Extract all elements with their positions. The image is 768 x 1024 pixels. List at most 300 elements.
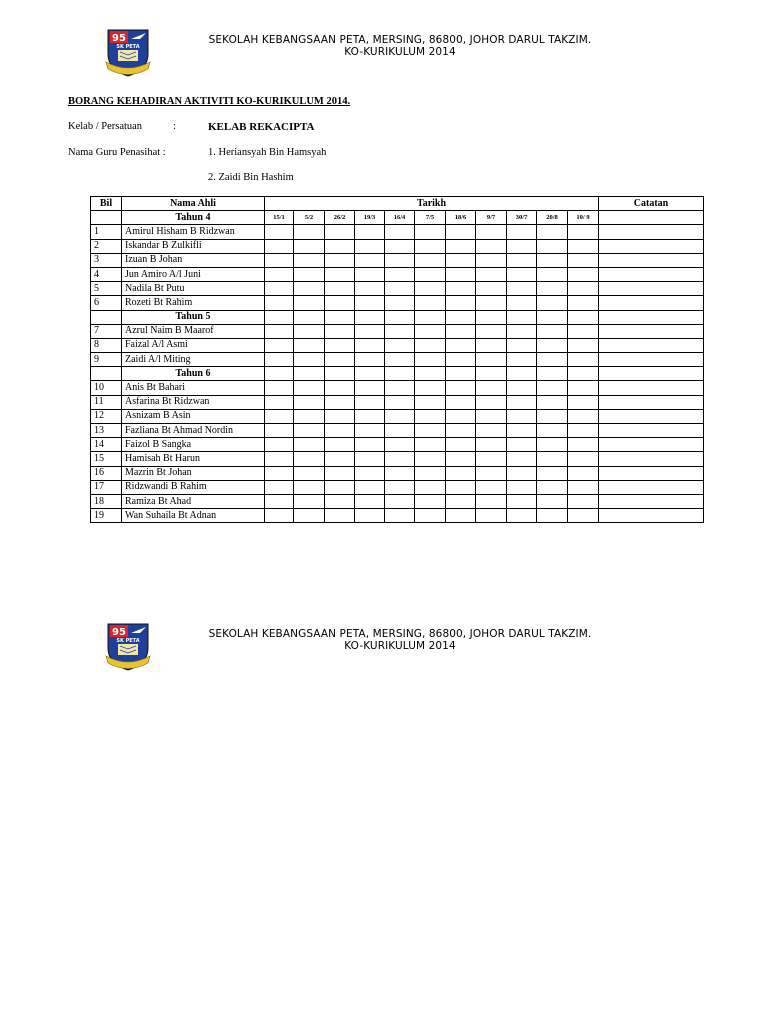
attendance-cell [476, 480, 507, 494]
member-name: Asnizam B Asin [122, 409, 265, 423]
attendance-cell [507, 395, 537, 409]
attendance-cell [265, 310, 294, 324]
attendance-cell [415, 282, 446, 296]
catatan-cell [599, 409, 704, 423]
attendance-cell [476, 225, 507, 239]
catatan-cell [599, 282, 704, 296]
attendance-cell [476, 353, 507, 367]
table-row [91, 225, 704, 239]
table-row [91, 353, 704, 367]
catatan-cell [599, 494, 704, 508]
attendance-cell [415, 353, 446, 367]
school-logo [104, 622, 152, 672]
attendance-cell [294, 424, 325, 438]
catatan-cell [599, 310, 704, 324]
attendance-cell [507, 466, 537, 480]
attendance-cell [385, 296, 415, 310]
attendance-cell [355, 395, 385, 409]
attendance-cell [476, 438, 507, 452]
member-name: Izuan B Johan [122, 253, 265, 267]
member-name: Hamisah Bt Harun [122, 452, 265, 466]
member-name: Faizal A/l Asmi [122, 338, 265, 352]
attendance-cell [265, 509, 294, 523]
member-name: Ridzwandi B Rahim [122, 480, 265, 494]
attendance-cell [385, 381, 415, 395]
attendance-cell [476, 424, 507, 438]
catatan-cell [599, 296, 704, 310]
attendance-cell [294, 480, 325, 494]
attendance-cell [355, 381, 385, 395]
attendance-cell [294, 324, 325, 338]
attendance-cell [537, 367, 568, 381]
attendance-cell [265, 338, 294, 352]
bil-cell: 7 [91, 324, 122, 338]
attendance-cell [476, 452, 507, 466]
attendance-cell [415, 466, 446, 480]
teacher-2: 2. Zaidi Bin Hashim [208, 172, 294, 183]
attendance-cell [446, 225, 476, 239]
attendance-cell [507, 438, 537, 452]
date-header: 7/5 [415, 211, 446, 225]
attendance-cell [476, 310, 507, 324]
catatan-cell [599, 452, 704, 466]
attendance-cell [568, 395, 599, 409]
attendance-cell [507, 253, 537, 267]
attendance-cell [325, 310, 355, 324]
attendance-cell [294, 239, 325, 253]
table-row [91, 424, 704, 438]
attendance-cell [415, 381, 446, 395]
attendance-cell [537, 267, 568, 281]
member-name: Iskandar B Zulkifli [122, 239, 265, 253]
attendance-cell [385, 494, 415, 508]
attendance-cell [415, 253, 446, 267]
attendance-cell [265, 466, 294, 480]
attendance-cell [385, 310, 415, 324]
attendance-cell [355, 225, 385, 239]
attendance-cell [325, 494, 355, 508]
attendance-cell [265, 324, 294, 338]
table-row [91, 239, 704, 253]
attendance-cell [265, 239, 294, 253]
attendance-cell [325, 353, 355, 367]
bil-cell [91, 211, 122, 225]
attendance-cell [355, 438, 385, 452]
attendance-cell [537, 324, 568, 338]
attendance-cell [265, 267, 294, 281]
attendance-cell [265, 452, 294, 466]
club-colon: : [173, 121, 176, 132]
attendance-cell [325, 452, 355, 466]
attendance-cell [294, 452, 325, 466]
attendance-cell [568, 381, 599, 395]
attendance-cell [537, 509, 568, 523]
attendance-cell [446, 367, 476, 381]
section-row [91, 367, 704, 381]
attendance-cell [568, 438, 599, 452]
table-row [91, 409, 704, 423]
attendance-cell [446, 509, 476, 523]
attendance-cell [325, 438, 355, 452]
section-label: Tahun 6 [122, 367, 265, 381]
attendance-cell [476, 381, 507, 395]
attendance-cell [507, 509, 537, 523]
table-row [91, 438, 704, 452]
school-logo [104, 28, 152, 78]
attendance-cell [476, 367, 507, 381]
attendance-cell [507, 225, 537, 239]
attendance-cell [446, 438, 476, 452]
date-header: 18/6 [446, 211, 476, 225]
attendance-cell [415, 409, 446, 423]
attendance-cell [446, 480, 476, 494]
attendance-cell [265, 282, 294, 296]
catatan-cell [599, 211, 704, 225]
teacher-1: 1. Heriansyah Bin Hamsyah [208, 147, 327, 158]
date-header: 5/2 [294, 211, 325, 225]
date-header: 26/2 [325, 211, 355, 225]
attendance-cell [294, 353, 325, 367]
table-row [91, 338, 704, 352]
attendance-cell [415, 438, 446, 452]
attendance-cell [385, 367, 415, 381]
attendance-cell [355, 239, 385, 253]
attendance-cell [294, 409, 325, 423]
member-name: Fazliana Bt Ahmad Nordin [122, 424, 265, 438]
catatan-cell [599, 338, 704, 352]
attendance-cell [415, 338, 446, 352]
catatan-cell [599, 353, 704, 367]
attendance-cell [294, 296, 325, 310]
attendance-cell [537, 225, 568, 239]
bil-cell: 3 [91, 253, 122, 267]
attendance-cell [355, 409, 385, 423]
catatan-cell [599, 424, 704, 438]
bil-cell: 18 [91, 494, 122, 508]
attendance-cell [265, 381, 294, 395]
attendance-cell [265, 296, 294, 310]
attendance-cell [415, 267, 446, 281]
table-row [91, 324, 704, 338]
attendance-cell [294, 310, 325, 324]
attendance-cell [568, 267, 599, 281]
attendance-cell [446, 424, 476, 438]
member-name: Asfarina Bt Ridzwan [122, 395, 265, 409]
attendance-cell [415, 324, 446, 338]
attendance-cell [507, 409, 537, 423]
attendance-cell [325, 267, 355, 281]
attendance-cell [355, 310, 385, 324]
attendance-cell [385, 424, 415, 438]
club-value: KELAB REKACIPTA [208, 121, 315, 133]
attendance-cell [385, 324, 415, 338]
attendance-cell [537, 452, 568, 466]
date-header: 19/3 [355, 211, 385, 225]
table-row [91, 494, 704, 508]
attendance-cell [355, 296, 385, 310]
bil-cell: 13 [91, 424, 122, 438]
attendance-cell [325, 367, 355, 381]
attendance-cell [537, 296, 568, 310]
attendance-cell [537, 338, 568, 352]
catatan-cell [599, 367, 704, 381]
club-label: Kelab / Persatuan [68, 121, 143, 132]
member-name: Rozeti Bt Rahim [122, 296, 265, 310]
program-name: KO-KURIKULUM 2014 [344, 640, 456, 652]
attendance-cell [568, 452, 599, 466]
bil-cell: 1 [91, 225, 122, 239]
table-header-row [91, 197, 704, 211]
attendance-cell [355, 267, 385, 281]
attendance-cell [476, 395, 507, 409]
header-catatan: Catatan [599, 197, 704, 211]
attendance-cell [355, 338, 385, 352]
bil-cell [91, 367, 122, 381]
date-header: 30/7 [507, 211, 537, 225]
attendance-cell [537, 480, 568, 494]
attendance-cell [476, 296, 507, 310]
date-header: 16/4 [385, 211, 415, 225]
member-name: Wan Suhaila Bt Adnan [122, 509, 265, 523]
header-tarikh: Tarikh [265, 197, 599, 211]
school-name: SEKOLAH KEBANGSAAN PETA, MERSING, 86800, JOHOR DARUL TAKZIM. [208, 34, 592, 46]
attendance-cell [446, 381, 476, 395]
attendance-cell [446, 310, 476, 324]
section-row [91, 310, 704, 324]
form-title: BORANG KEHADIRAN AKTIVITI KO-KURIKULUM 2014. [68, 96, 351, 107]
bil-cell: 10 [91, 381, 122, 395]
attendance-table [90, 196, 704, 523]
attendance-cell [507, 452, 537, 466]
attendance-cell [265, 225, 294, 239]
bil-cell: 5 [91, 282, 122, 296]
attendance-cell [325, 324, 355, 338]
attendance-cell [476, 409, 507, 423]
attendance-cell [507, 367, 537, 381]
date-header: 9/7 [476, 211, 507, 225]
attendance-cell [385, 509, 415, 523]
attendance-cell [476, 253, 507, 267]
attendance-cell [385, 466, 415, 480]
attendance-cell [415, 225, 446, 239]
attendance-cell [385, 239, 415, 253]
member-name: Anis Bt Bahari [122, 381, 265, 395]
attendance-cell [415, 424, 446, 438]
attendance-cell [507, 282, 537, 296]
attendance-cell [325, 296, 355, 310]
logo-number: 95 [112, 627, 126, 638]
attendance-cell [446, 239, 476, 253]
attendance-cell [415, 480, 446, 494]
attendance-cell [385, 409, 415, 423]
logo-text: SK PETA [116, 44, 140, 50]
attendance-cell [265, 253, 294, 267]
table-row [91, 452, 704, 466]
attendance-cell [385, 480, 415, 494]
attendance-cell [476, 509, 507, 523]
attendance-cell [415, 367, 446, 381]
bil-cell: 9 [91, 353, 122, 367]
date-header: 20/8 [537, 211, 568, 225]
table-row [91, 296, 704, 310]
attendance-cell [385, 282, 415, 296]
attendance-cell [385, 395, 415, 409]
attendance-cell [476, 324, 507, 338]
attendance-cell [265, 367, 294, 381]
attendance-cell [415, 296, 446, 310]
table-row [91, 395, 704, 409]
attendance-cell [568, 225, 599, 239]
attendance-cell [294, 509, 325, 523]
attendance-cell [355, 253, 385, 267]
attendance-cell [294, 466, 325, 480]
attendance-cell [476, 282, 507, 296]
attendance-cell [325, 395, 355, 409]
attendance-cell [507, 338, 537, 352]
table-row [91, 253, 704, 267]
attendance-cell [355, 452, 385, 466]
attendance-cell [446, 267, 476, 281]
attendance-cell [476, 239, 507, 253]
member-name: Azrul Naim B Maarof [122, 324, 265, 338]
page-header [0, 28, 768, 88]
table-row [91, 267, 704, 281]
attendance-cell [355, 509, 385, 523]
attendance-cell [265, 395, 294, 409]
attendance-cell [537, 239, 568, 253]
attendance-cell [537, 466, 568, 480]
attendance-cell [294, 282, 325, 296]
header-nama: Nama Ahli [122, 197, 265, 211]
catatan-cell [599, 480, 704, 494]
attendance-cell [507, 494, 537, 508]
attendance-cell [507, 239, 537, 253]
member-name: Faizol B Sangka [122, 438, 265, 452]
attendance-cell [385, 452, 415, 466]
attendance-cell [355, 480, 385, 494]
attendance-cell [446, 296, 476, 310]
attendance-cell [507, 353, 537, 367]
attendance-cell [294, 438, 325, 452]
attendance-cell [415, 310, 446, 324]
attendance-cell [265, 353, 294, 367]
attendance-cell [415, 494, 446, 508]
attendance-cell [476, 267, 507, 281]
attendance-cell [355, 424, 385, 438]
catatan-cell [599, 381, 704, 395]
attendance-cell [325, 381, 355, 395]
attendance-cell [385, 338, 415, 352]
attendance-cell [568, 509, 599, 523]
attendance-cell [325, 282, 355, 296]
attendance-cell [355, 367, 385, 381]
bil-cell: 6 [91, 296, 122, 310]
attendance-cell [507, 267, 537, 281]
attendance-cell [568, 424, 599, 438]
member-name: Ramiza Bt Ahad [122, 494, 265, 508]
attendance-cell [325, 480, 355, 494]
table-row [91, 282, 704, 296]
catatan-cell [599, 324, 704, 338]
attendance-cell [507, 381, 537, 395]
table-row [91, 381, 704, 395]
attendance-cell [294, 367, 325, 381]
attendance-cell [325, 239, 355, 253]
attendance-cell [446, 282, 476, 296]
attendance-cell [355, 466, 385, 480]
attendance-cell [325, 225, 355, 239]
program-name: KO-KURIKULUM 2014 [344, 46, 456, 58]
table-row [91, 466, 704, 480]
date-header: 10/ 9 [568, 211, 599, 225]
bil-cell: 15 [91, 452, 122, 466]
attendance-cell [415, 452, 446, 466]
attendance-cell [537, 282, 568, 296]
attendance-cell [385, 267, 415, 281]
attendance-cell [325, 338, 355, 352]
member-name: Jun Amiro A/l Juni [122, 267, 265, 281]
attendance-cell [446, 353, 476, 367]
date-header: 15/1 [265, 211, 294, 225]
attendance-cell [294, 225, 325, 239]
attendance-cell [446, 324, 476, 338]
attendance-cell [537, 494, 568, 508]
table-row [91, 480, 704, 494]
attendance-cell [568, 239, 599, 253]
section-label: Tahun 5 [122, 310, 265, 324]
attendance-cell [446, 466, 476, 480]
member-name: Zaidi A/l Miting [122, 353, 265, 367]
attendance-cell [294, 395, 325, 409]
logo-text: SK PETA [116, 638, 140, 644]
attendance-cell [568, 338, 599, 352]
attendance-cell [325, 253, 355, 267]
attendance-cell [325, 509, 355, 523]
bil-cell [91, 310, 122, 324]
catatan-cell [599, 267, 704, 281]
attendance-cell [537, 438, 568, 452]
attendance-cell [568, 282, 599, 296]
bil-cell: 12 [91, 409, 122, 423]
bil-cell: 4 [91, 267, 122, 281]
catatan-cell [599, 239, 704, 253]
member-name: Nadila Bt Putu [122, 282, 265, 296]
bil-cell: 16 [91, 466, 122, 480]
catatan-cell [599, 395, 704, 409]
attendance-cell [385, 225, 415, 239]
attendance-cell [446, 409, 476, 423]
catatan-cell [599, 225, 704, 239]
attendance-cell [265, 424, 294, 438]
catatan-cell [599, 509, 704, 523]
attendance-cell [325, 466, 355, 480]
attendance-cell [446, 338, 476, 352]
attendance-cell [446, 452, 476, 466]
attendance-cell [355, 494, 385, 508]
attendance-cell [537, 395, 568, 409]
attendance-cell [568, 494, 599, 508]
attendance-cell [507, 424, 537, 438]
attendance-cell [568, 253, 599, 267]
attendance-cell [446, 494, 476, 508]
section-row [91, 211, 704, 225]
attendance-cell [507, 310, 537, 324]
attendance-cell [294, 381, 325, 395]
attendance-cell [294, 267, 325, 281]
table-row [91, 509, 704, 523]
catatan-cell [599, 253, 704, 267]
attendance-cell [294, 253, 325, 267]
